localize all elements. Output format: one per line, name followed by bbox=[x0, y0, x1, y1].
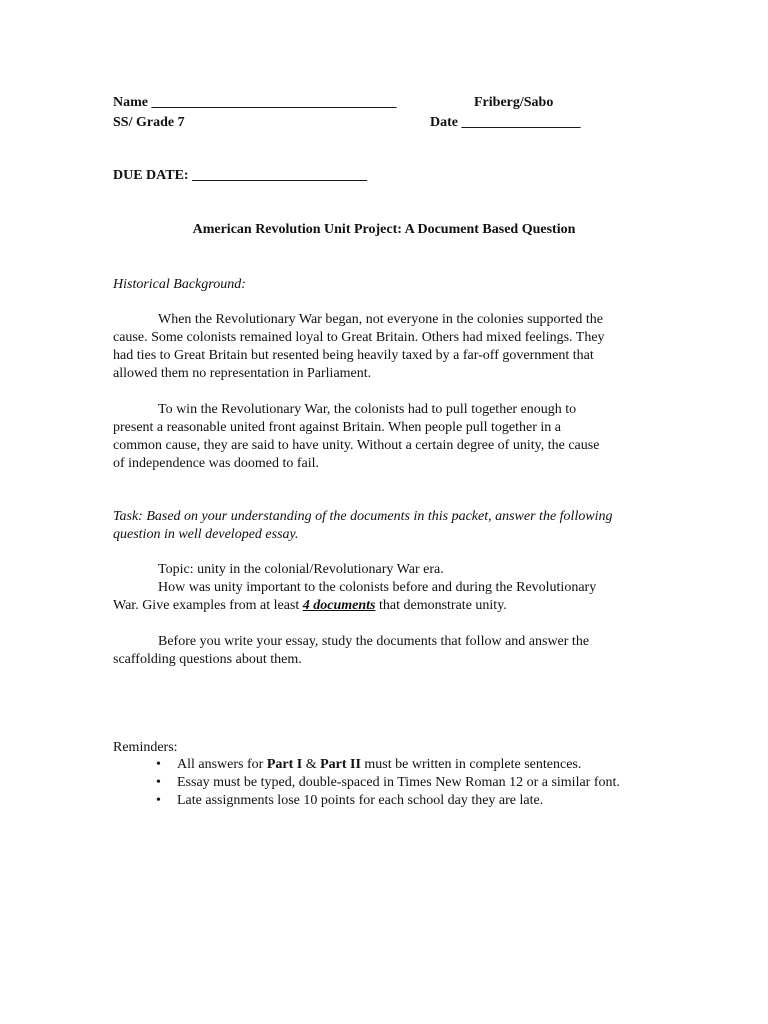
instruction-line: Before you write your essay, study the documents that follow and answer the bbox=[158, 634, 590, 649]
paragraph-line: To win the Revolutionary War, the colonists had to pull together enough to bbox=[158, 402, 577, 417]
class-grade: SS/ Grade 7 bbox=[113, 115, 185, 130]
paragraph-line: allowed them no representation in Parliament. bbox=[113, 366, 372, 381]
part-label: Part I bbox=[266, 757, 303, 772]
essay-topic-block bbox=[113, 561, 653, 615]
background-paragraph-1 bbox=[113, 311, 653, 383]
task-line: Task: Based on your understanding of the documents in this packet, answer the following bbox=[113, 509, 613, 524]
instruction-line: scaffolding questions about them. bbox=[113, 652, 302, 667]
reminder-text: Essay must be typed, double-spaced in Times New Roman 12 or a similar font. bbox=[177, 775, 620, 790]
paragraph-line: present a reasonable united front against Britain. When people pull together in a bbox=[113, 420, 561, 435]
essay-question-line-2 bbox=[113, 597, 653, 615]
essay-instructions bbox=[113, 633, 653, 669]
document-count-emphasis: 4 documents bbox=[302, 598, 376, 613]
essay-topic: Topic: unity in the colonial/Revolutionary War era. bbox=[158, 562, 444, 577]
background-paragraph-2 bbox=[113, 401, 653, 473]
reminder-text: must be written in complete sentences. bbox=[360, 757, 582, 772]
reminder-item bbox=[113, 774, 673, 792]
reminder-item bbox=[113, 756, 673, 774]
paragraph-line: cause. Some colonists remained loyal to Great Britain. Others had mixed feelings. They bbox=[113, 330, 605, 345]
reminders-heading: Reminders: bbox=[113, 740, 178, 755]
part-label: Part II bbox=[320, 757, 361, 772]
paragraph-line: of independence was doomed to fail. bbox=[113, 456, 320, 471]
question-text: that demonstrate unity. bbox=[375, 598, 507, 613]
teacher-names: Friberg/Sabo bbox=[474, 95, 554, 110]
bullet-icon: • bbox=[156, 775, 161, 790]
paragraph-line: When the Revolutionary War began, not everyone in the colonies supported the bbox=[158, 312, 603, 327]
document-title: American Revolution Unit Project: A Document Based Question bbox=[192, 222, 576, 237]
date-field: Date _________________ bbox=[430, 115, 581, 130]
task-line: question in well developed essay. bbox=[113, 527, 299, 542]
reminder-item bbox=[113, 792, 673, 810]
name-field: Name ___________________________________ bbox=[113, 95, 397, 110]
bullet-icon: • bbox=[156, 757, 161, 772]
paragraph-line: common cause, they are said to have unity. Without a certain degree of unity, the cause bbox=[113, 438, 600, 453]
bullet-icon: • bbox=[156, 793, 161, 808]
task-statement bbox=[113, 508, 653, 544]
background-heading: Historical Background: bbox=[113, 277, 246, 292]
reminder-text: All answers for bbox=[177, 757, 267, 772]
reminder-text: & bbox=[302, 757, 321, 772]
question-text: War. Give examples from at least bbox=[113, 598, 303, 613]
essay-question-line-1: How was unity important to the colonists before and during the Revolutionary bbox=[158, 580, 597, 595]
reminder-text: Late assignments lose 10 points for each school day they are late. bbox=[177, 793, 544, 808]
reminders-list bbox=[113, 756, 673, 810]
paragraph-line: had ties to Great Britain but resented being heavily taxed by a far-off government that bbox=[113, 348, 594, 363]
due-date-field: DUE DATE: _________________________ bbox=[113, 168, 368, 183]
